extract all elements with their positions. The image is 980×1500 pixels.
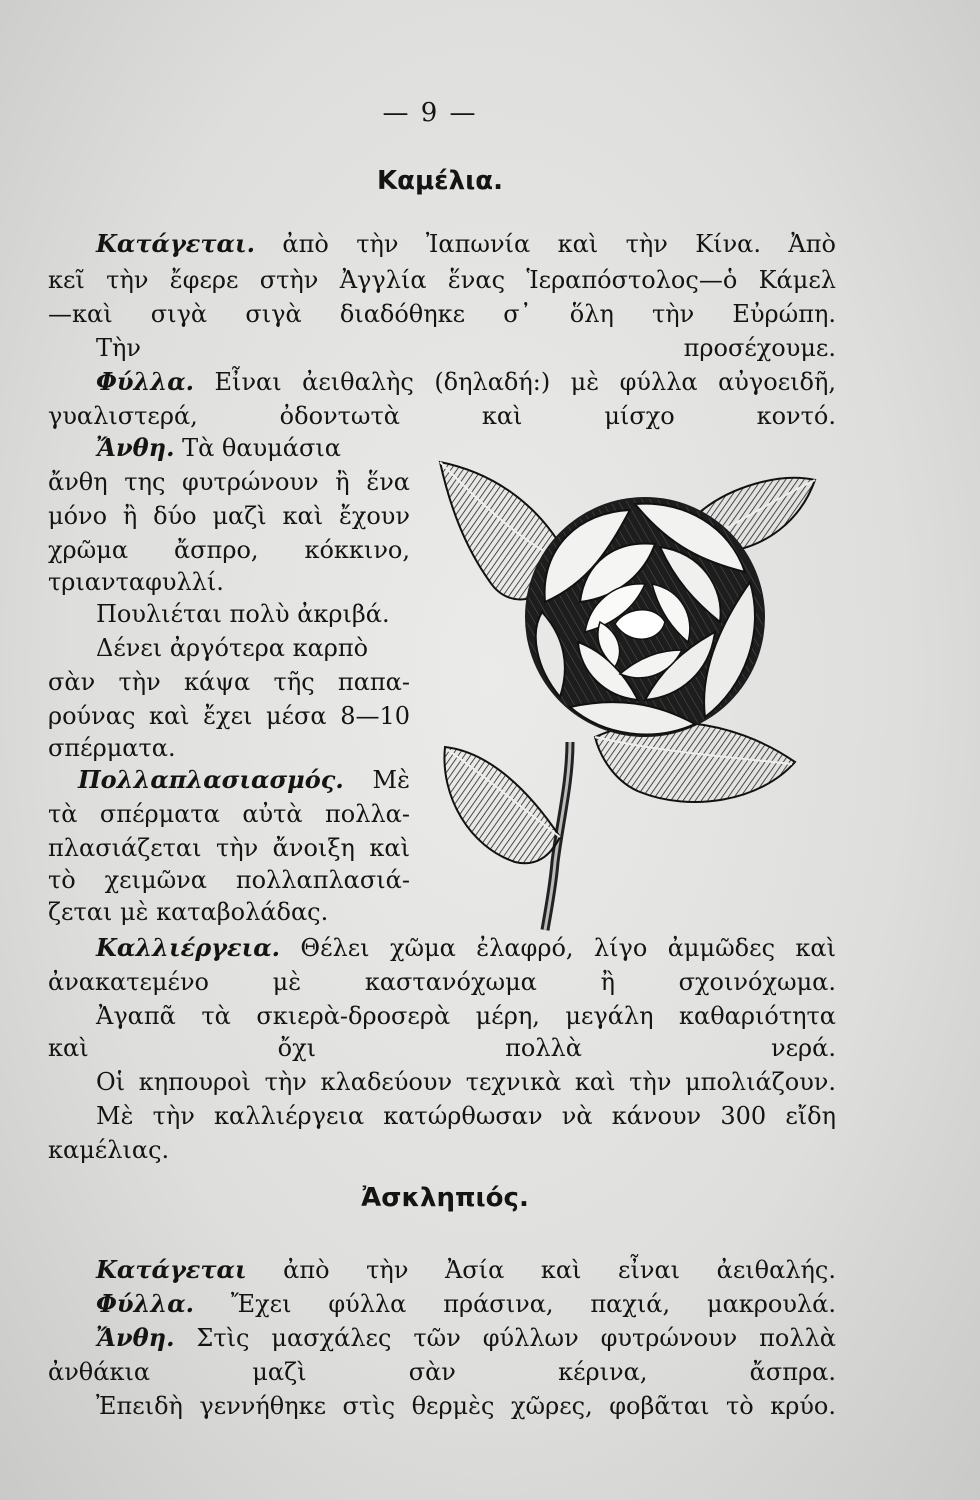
text-line: Οἱ κηπουροὶ τὴν κλαδεύουν τεχνικὰ καὶ τὴν μπολιάζουν. (96, 1068, 836, 1096)
page-number: — 9 — (382, 98, 478, 128)
text-line: Μὲ τὴν καλλιέργεια κατώρθωσαν νὰ κάνουν 300 εἴδη (96, 1102, 836, 1130)
subheading: Ἄνθη. (96, 433, 175, 462)
subheading: Ἄνθη. (96, 1323, 175, 1352)
subheading: Φύλλα. (96, 367, 195, 396)
text-line: Πολλαπλασιασμός. Μὲ (78, 765, 410, 794)
camellia-flower-illustration (420, 452, 840, 932)
text-line: Δένει ἀργότερα καρπὸ (96, 634, 369, 662)
text-line: Τὴν προσέχουμε. (96, 334, 836, 362)
text-line: μόνο ἢ δύο μαζὶ καὶ ἔχουν (48, 502, 410, 530)
text-line: —καὶ σιγὰ σιγὰ διαδόθηκε σ᾽ ὅλη τὴν Εὐρώπη. (48, 300, 836, 328)
text-line: Ἄνθη. Τὰ θαυμάσια (96, 433, 341, 462)
text-line: καὶ ὄχι πολλὰ νερά. (48, 1034, 836, 1062)
text-line: ἄνθη της φυτρώνουν ἢ ἕνα (48, 468, 410, 496)
text-line: τριανταφυλλί. (48, 568, 224, 596)
text-line: ἀνακατεμένο μὲ καστανόχωμα ἢ σχοινόχωμα. (48, 968, 836, 996)
text-line: πλασιάζεται τὴν ἄνοιξη καὶ (48, 834, 410, 862)
text-line: Καλλιέργεια. Θέλει χῶμα ἐλαφρό, λίγο ἀμμῶδες καὶ (96, 933, 837, 962)
text-line: Κατάγεται ἀπὸ τὴν Ἀσία καὶ εἶναι ἀειθαλής. (96, 1255, 836, 1284)
text-line: Φύλλα. Ἔχει φύλλα πράσινα, παχιά, μακρουλά. (96, 1289, 836, 1318)
text-line: γυαλιστερά, ὀδοντωτὰ καὶ μίσχο κοντό. (48, 402, 836, 430)
text-line: Φύλλα. Εἶναι ἀειθαλὴς (δηλαδή:) μὲ φύλλα αὐγοειδῆ, (96, 367, 836, 396)
leaf-bottom-left (444, 747, 560, 863)
camellia-blossom (525, 497, 765, 737)
text-line: χρῶμα ἄσπρο, κόκκινο, (48, 536, 410, 564)
text-line: κεῖ τὴν ἔφερε στὴν Ἀγγλία ἕνας Ἱεραπόστολος—ὁ Κάμελ (48, 266, 836, 294)
text-line: ζεται μὲ καταβολάδας. (48, 898, 329, 926)
text-line: τὰ σπέρματα αὐτὰ πολλα- (48, 800, 410, 828)
text-line: καμέλιας. (48, 1136, 170, 1164)
subheading: Φύλλα. (96, 1289, 195, 1318)
text-line: σὰν τὴν κάψα τῆς παπα- (48, 668, 410, 696)
text-line: τὸ χειμῶνα πολλαπλασιά- (48, 866, 410, 894)
text-line: Πουλιέται πολὺ ἀκριβά. (96, 600, 390, 628)
text-line: Ἀγαπᾶ τὰ σκιερὰ-δροσερὰ μέρη, μεγάλη καθαριότητα (96, 1002, 836, 1030)
text-line: Ἄνθη. Στὶς μασχάλες τῶν φύλλων φυτρώνουν πολλὰ (96, 1323, 836, 1352)
section-title-camellia: Καμέλια. (377, 166, 503, 196)
text-line: ρούνας καὶ ἔχει μέσα 8—10 (48, 702, 410, 730)
subheading: Κατάγεται (96, 1255, 247, 1284)
section-title-asclepias: Ἀσκληπιός. (361, 1183, 529, 1213)
subheading: Κατάγεται. (96, 229, 255, 258)
text-line: Κατάγεται. ἀπὸ τὴν Ἰαπωνία καὶ τὴν Κίνα. Ἀπὸ (96, 229, 836, 258)
text-line: Ἐπειδὴ γεννήθηκε στὶς θερμὲς χῶρες, φοβᾶται τὸ κρύο. (96, 1392, 836, 1420)
subheading: Καλλιέργεια. (96, 933, 281, 962)
text-line: ἀνθάκια μαζὶ σὰν κέρινα, ἄσπρα. (48, 1358, 836, 1386)
text-line: σπέρματα. (48, 734, 176, 762)
subheading: Πολλαπλασιασμός. (78, 765, 344, 794)
